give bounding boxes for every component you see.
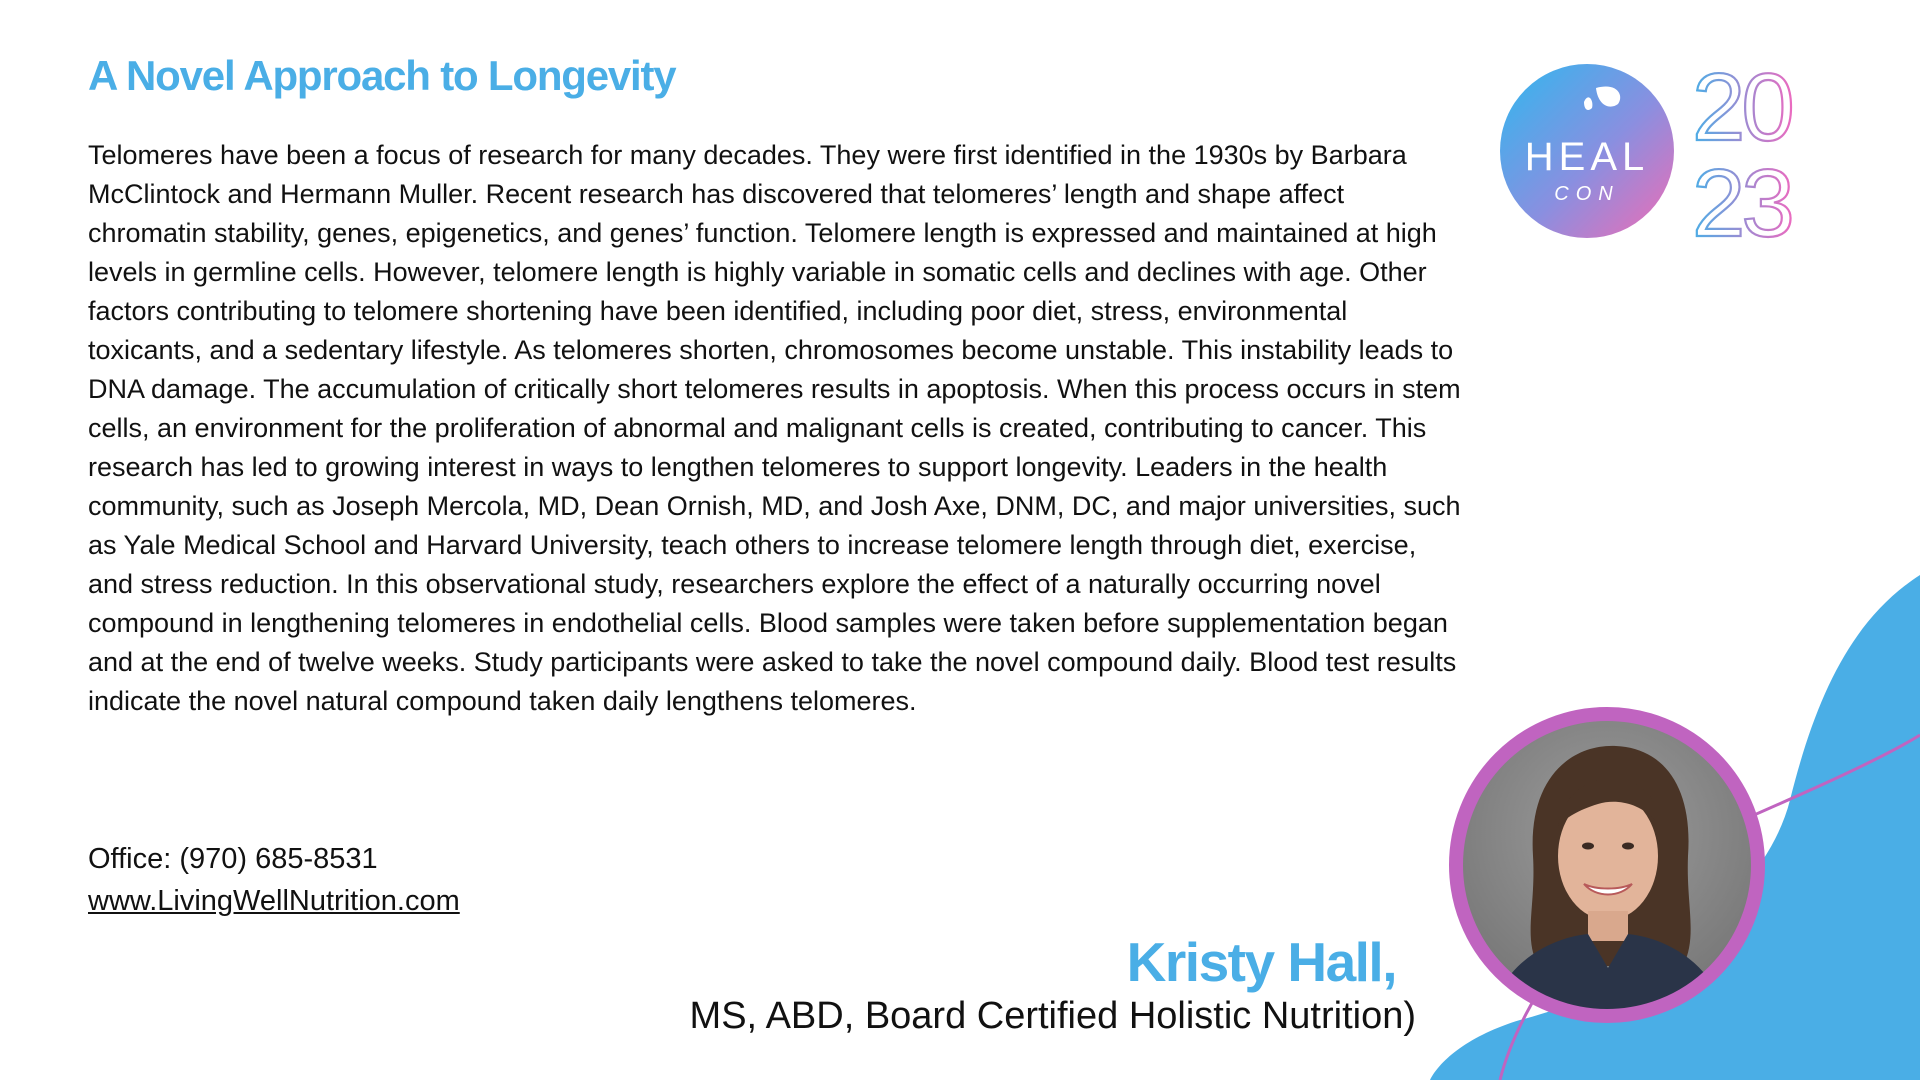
website-link[interactable]: www.LivingWellNutrition.com	[88, 885, 460, 917]
logo-con-text: CON	[1554, 183, 1620, 205]
abstract-body: Telomeres have been a focus of research for many decades. They were first identified in the 1930s by Barbara McClintock and Hermann Muller. Recent research has discovered that telomeres’ length and shape affect chromatin stability, genes, epigenetics, and genes’ function. Telomere length is expressed and maintained at high levels in germline cells. However, telomere length is highly variable in somatic cells and declines with age. Other factors contributing to telomere shortening have been identified, including poor diet, stress, environmental toxicants, and a sedentary lifestyle. As telomeres shorten, chromosomes become unstable. This instability leads to DNA damage. The accumulation of critically short telomeres results in apoptosis. When this process occurs in stem cells, an environment for the proliferation of abnormal and malignant cells is created, contributing to cancer. This research has led to growing interest in ways to lengthen telomeres to support longevity. Leaders in the health community, such as Joseph Mercola, MD, Dean Ornish, MD, and Josh Axe, DNM, DC, and major universities, such as Yale Medical School and Harvard University, teach others to increase telomere length through diet, exercise, and stress reduction. In this observational study, researchers explore the effect of a naturally occurring novel compound in lengthening telomeres in endothelial cells. Blood samples were taken before supplementation began and at the end of twelve weeks. Study participants were asked to take the novel compound daily. Blood test results indicate the novel natural compound taken daily lengthens telomeres.	[88, 140, 1461, 716]
abstract-title: A Novel Approach to Longevity	[88, 52, 676, 99]
year-digits	[1692, 58, 1842, 248]
year-top: 20	[1692, 58, 1791, 161]
contact-block	[88, 838, 460, 922]
speaker-credentials: MS, ABD, Board Certified Holistic Nutrition)	[689, 995, 1416, 1037]
office-phone: Office: (970) 685-8531	[88, 843, 378, 875]
logo-heal-text: HEAL	[1524, 135, 1650, 179]
year-bottom: 23	[1692, 150, 1791, 248]
speaker-name: Kristy Hall,	[1126, 931, 1396, 993]
speaker-portrait	[1448, 706, 1766, 1024]
